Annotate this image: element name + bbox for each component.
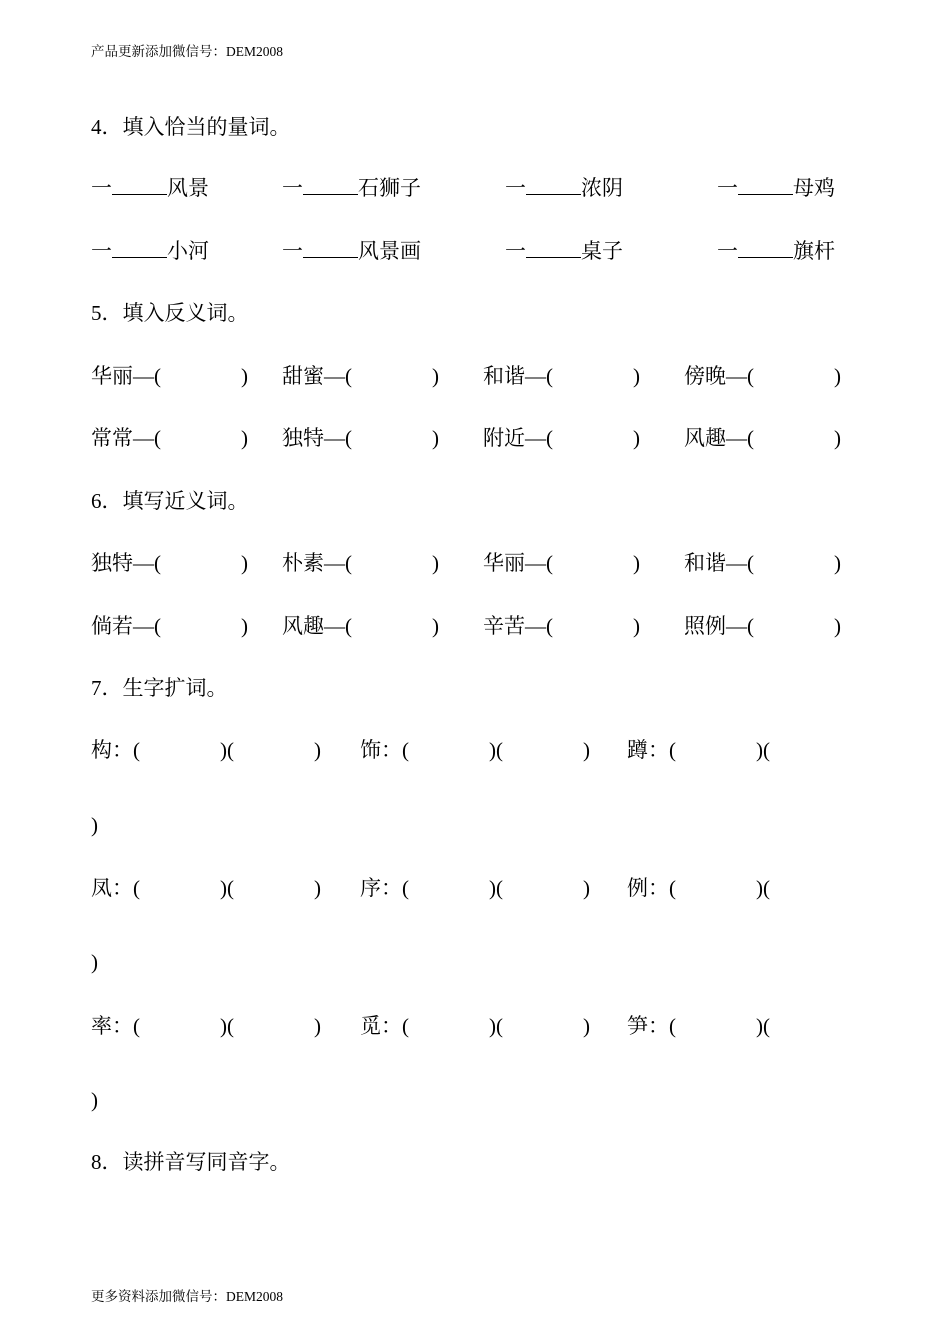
measure-word-blank <box>303 239 358 258</box>
expansion-open: ( <box>402 876 409 900</box>
synonym-word: 独特 <box>91 551 133 575</box>
antonym-open: —( <box>726 364 754 388</box>
expansion-open: ( <box>227 738 234 762</box>
measure-noun: 浓阴 <box>581 176 623 200</box>
question-5-title: 5．填入反义词。 <box>91 301 249 325</box>
expansion-close: ) <box>220 1014 227 1038</box>
word-expansion-item <box>91 1011 321 1041</box>
word-expansion-item <box>91 873 321 903</box>
expansion-open: ( <box>496 738 503 762</box>
antonym-word: 风趣 <box>684 426 726 450</box>
expansion-colon: ： <box>648 738 669 762</box>
q7-wrap-line <box>0 810 950 840</box>
synonym-open: —( <box>726 551 754 575</box>
antonym-close: ) <box>633 364 640 388</box>
measure-word-item <box>717 236 835 266</box>
measure-noun: 桌子 <box>581 239 623 263</box>
antonym-close: ) <box>834 426 841 450</box>
measure-noun: 母鸡 <box>793 176 835 200</box>
antonym-answer-blank <box>161 444 241 445</box>
word-expansion-item <box>627 735 770 765</box>
q5-row <box>0 361 950 391</box>
antonym-close: ) <box>241 426 248 450</box>
antonym-item <box>282 423 439 453</box>
expansion-close: ) <box>756 1014 763 1038</box>
word-expansion-item <box>627 1011 770 1041</box>
measure-prefix: 一 <box>91 176 112 200</box>
synonym-item <box>483 548 640 578</box>
synonym-close: ) <box>432 551 439 575</box>
measure-noun: 石狮子 <box>358 176 421 200</box>
antonym-close: ) <box>432 364 439 388</box>
synonym-item <box>684 548 841 578</box>
word-expansion-item <box>360 873 590 903</box>
expansion-character: 构 <box>91 738 112 762</box>
expansion-close: ) <box>756 876 763 900</box>
synonym-item <box>91 548 248 578</box>
measure-noun: 风景 <box>167 176 209 200</box>
antonym-answer-blank <box>161 382 241 383</box>
expansion-character: 率 <box>91 1014 112 1038</box>
expansion-character: 凤 <box>91 876 112 900</box>
measure-word-item <box>282 173 421 203</box>
q6-title-line <box>0 486 950 516</box>
q4-row <box>0 173 950 203</box>
word-expansion-item <box>360 1011 590 1041</box>
measure-word-blank <box>526 239 581 258</box>
antonym-close: ) <box>241 364 248 388</box>
expansion-answer-blank <box>140 1032 220 1033</box>
expansion-open: ( <box>763 1014 770 1038</box>
q5-row <box>0 423 950 453</box>
synonym-open: —( <box>133 614 161 638</box>
synonym-open: —( <box>324 551 352 575</box>
expansion-close: ) <box>314 738 321 762</box>
antonym-open: —( <box>324 426 352 450</box>
synonym-word: 风趣 <box>282 614 324 638</box>
synonym-answer-blank <box>553 569 633 570</box>
expansion-character: 饰 <box>360 738 381 762</box>
q7-wrap-line <box>0 947 950 977</box>
expansion-answer-blank <box>503 894 583 895</box>
antonym-item <box>684 423 841 453</box>
antonym-open: —( <box>133 426 161 450</box>
expansion-answer-blank <box>140 756 220 757</box>
expansion-colon: ： <box>112 738 133 762</box>
expansion-colon: ： <box>381 876 402 900</box>
q6-row <box>0 611 950 641</box>
antonym-open: —( <box>726 426 754 450</box>
antonym-word: 甜蜜 <box>282 364 324 388</box>
expansion-close: ) <box>314 1014 321 1038</box>
q7-row <box>0 1011 950 1041</box>
measure-prefix: 一 <box>505 239 526 263</box>
expansion-answer-blank <box>676 894 756 895</box>
measure-word-item <box>91 173 209 203</box>
antonym-word: 独特 <box>282 426 324 450</box>
measure-word-item <box>505 173 623 203</box>
measure-prefix: 一 <box>717 239 738 263</box>
expansion-close: ) <box>583 1014 590 1038</box>
expansion-close: ) <box>314 876 321 900</box>
word-expansion-item <box>91 735 321 765</box>
expansion-character: 例 <box>627 876 648 900</box>
measure-prefix: 一 <box>505 176 526 200</box>
antonym-word: 华丽 <box>91 364 133 388</box>
measure-noun: 小河 <box>167 239 209 263</box>
antonym-item <box>483 361 640 391</box>
antonym-close: ) <box>633 426 640 450</box>
measure-word-blank <box>112 176 167 195</box>
expansion-answer-blank <box>409 894 489 895</box>
expansion-character: 蹲 <box>627 738 648 762</box>
expansion-colon: ： <box>648 876 669 900</box>
measure-word-item <box>91 236 209 266</box>
expansion-character: 觅 <box>360 1014 381 1038</box>
synonym-answer-blank <box>754 569 834 570</box>
antonym-answer-blank <box>754 444 834 445</box>
antonym-word: 和谐 <box>483 364 525 388</box>
q5-title-line <box>0 298 950 328</box>
antonym-word: 常常 <box>91 426 133 450</box>
synonym-answer-blank <box>352 632 432 633</box>
antonym-answer-blank <box>352 444 432 445</box>
expansion-colon: ： <box>648 1014 669 1038</box>
expansion-close: ) <box>220 738 227 762</box>
synonym-close: ) <box>432 614 439 638</box>
measure-noun: 旗杆 <box>793 239 835 263</box>
expansion-close: ) <box>489 876 496 900</box>
measure-noun: 风景画 <box>358 239 421 263</box>
expansion-colon: ： <box>381 738 402 762</box>
antonym-close: ) <box>432 426 439 450</box>
synonym-word: 朴素 <box>282 551 324 575</box>
expansion-open: ( <box>669 738 676 762</box>
expansion-character: 笋 <box>627 1014 648 1038</box>
expansion-answer-blank <box>676 756 756 757</box>
antonym-open: —( <box>525 364 553 388</box>
expansion-close: ) <box>489 738 496 762</box>
synonym-word: 照例 <box>684 614 726 638</box>
antonym-answer-blank <box>553 444 633 445</box>
antonym-item <box>483 423 640 453</box>
antonym-open: —( <box>525 426 553 450</box>
expansion-answer-blank <box>140 894 220 895</box>
expansion-answer-blank <box>503 756 583 757</box>
expansion-open: ( <box>496 876 503 900</box>
synonym-open: —( <box>525 551 553 575</box>
q7-row <box>0 873 950 903</box>
antonym-item <box>91 361 248 391</box>
expansion-answer-blank <box>409 756 489 757</box>
expansion-open: ( <box>763 876 770 900</box>
synonym-close: ) <box>241 551 248 575</box>
synonym-close: ) <box>633 614 640 638</box>
expansion-colon: ： <box>112 876 133 900</box>
antonym-item <box>91 423 248 453</box>
synonym-open: —( <box>133 551 161 575</box>
q7-row <box>0 735 950 765</box>
antonym-word: 附近 <box>483 426 525 450</box>
q7-title-line <box>0 673 950 703</box>
expansion-open: ( <box>133 738 140 762</box>
synonym-answer-blank <box>553 632 633 633</box>
expansion-open: ( <box>133 876 140 900</box>
expansion-close: ) <box>91 950 98 974</box>
question-8-title: 8．读拼音写同音字。 <box>91 1150 291 1174</box>
antonym-open: —( <box>133 364 161 388</box>
synonym-item <box>483 611 640 641</box>
synonym-open: —( <box>726 614 754 638</box>
question-4-title: 4．填入恰当的量词。 <box>91 115 291 139</box>
expansion-answer-blank <box>234 1032 314 1033</box>
expansion-open: ( <box>227 876 234 900</box>
measure-prefix: 一 <box>282 239 303 263</box>
expansion-close: ) <box>91 1088 98 1112</box>
antonym-close: ) <box>834 364 841 388</box>
measure-word-blank <box>303 176 358 195</box>
synonym-item <box>684 611 841 641</box>
measure-prefix: 一 <box>717 176 738 200</box>
expansion-answer-blank <box>676 1032 756 1033</box>
expansion-close: ) <box>91 813 98 837</box>
synonym-open: —( <box>324 614 352 638</box>
measure-prefix: 一 <box>282 176 303 200</box>
question-6-title: 6．填写近义词。 <box>91 489 249 513</box>
measure-word-blank <box>738 239 793 258</box>
expansion-character: 序 <box>360 876 381 900</box>
expansion-open: ( <box>669 1014 676 1038</box>
expansion-open: ( <box>133 1014 140 1038</box>
expansion-answer-blank <box>409 1032 489 1033</box>
synonym-answer-blank <box>161 632 241 633</box>
word-expansion-item <box>627 873 770 903</box>
synonym-word: 倘若 <box>91 614 133 638</box>
measure-word-blank <box>112 239 167 258</box>
synonym-close: ) <box>834 551 841 575</box>
antonym-answer-blank <box>553 382 633 383</box>
synonym-word: 华丽 <box>483 551 525 575</box>
page-header-text: 产品更新添加微信号：DEM2008 <box>91 44 283 59</box>
synonym-answer-blank <box>352 569 432 570</box>
synonym-answer-blank <box>754 632 834 633</box>
expansion-open: ( <box>402 1014 409 1038</box>
measure-word-item <box>282 236 421 266</box>
synonym-answer-blank <box>161 569 241 570</box>
measure-word-item <box>505 236 623 266</box>
expansion-open: ( <box>496 1014 503 1038</box>
expansion-close: ) <box>489 1014 496 1038</box>
expansion-colon: ： <box>381 1014 402 1038</box>
expansion-answer-blank <box>503 1032 583 1033</box>
synonym-item <box>282 611 439 641</box>
q4-title-line <box>0 112 950 142</box>
q6-row <box>0 548 950 578</box>
synonym-close: ) <box>241 614 248 638</box>
measure-word-item <box>717 173 835 203</box>
synonym-word: 和谐 <box>684 551 726 575</box>
expansion-open: ( <box>669 876 676 900</box>
expansion-open: ( <box>227 1014 234 1038</box>
expansion-close: ) <box>583 738 590 762</box>
word-expansion-item <box>360 735 590 765</box>
q8-title-line <box>0 1147 950 1177</box>
measure-prefix: 一 <box>91 239 112 263</box>
antonym-open: —( <box>324 364 352 388</box>
expansion-close: ) <box>583 876 590 900</box>
synonym-item <box>91 611 248 641</box>
synonym-open: —( <box>525 614 553 638</box>
expansion-open: ( <box>402 738 409 762</box>
expansion-close: ) <box>220 876 227 900</box>
q7-wrap-line <box>0 1085 950 1115</box>
expansion-close: ) <box>756 738 763 762</box>
expansion-answer-blank <box>234 894 314 895</box>
synonym-word: 辛苦 <box>483 614 525 638</box>
antonym-word: 傍晚 <box>684 364 726 388</box>
synonym-item <box>282 548 439 578</box>
measure-word-blank <box>738 176 793 195</box>
antonym-item <box>684 361 841 391</box>
q4-row <box>0 236 950 266</box>
antonym-item <box>282 361 439 391</box>
antonym-answer-blank <box>754 382 834 383</box>
page-footer-text: 更多资料添加微信号：DEM2008 <box>91 1289 283 1304</box>
measure-word-blank <box>526 176 581 195</box>
synonym-close: ) <box>633 551 640 575</box>
expansion-open: ( <box>763 738 770 762</box>
expansion-answer-blank <box>234 756 314 757</box>
antonym-answer-blank <box>352 382 432 383</box>
question-7-title: 7．生字扩词。 <box>91 676 228 700</box>
synonym-close: ) <box>834 614 841 638</box>
expansion-colon: ： <box>112 1014 133 1038</box>
